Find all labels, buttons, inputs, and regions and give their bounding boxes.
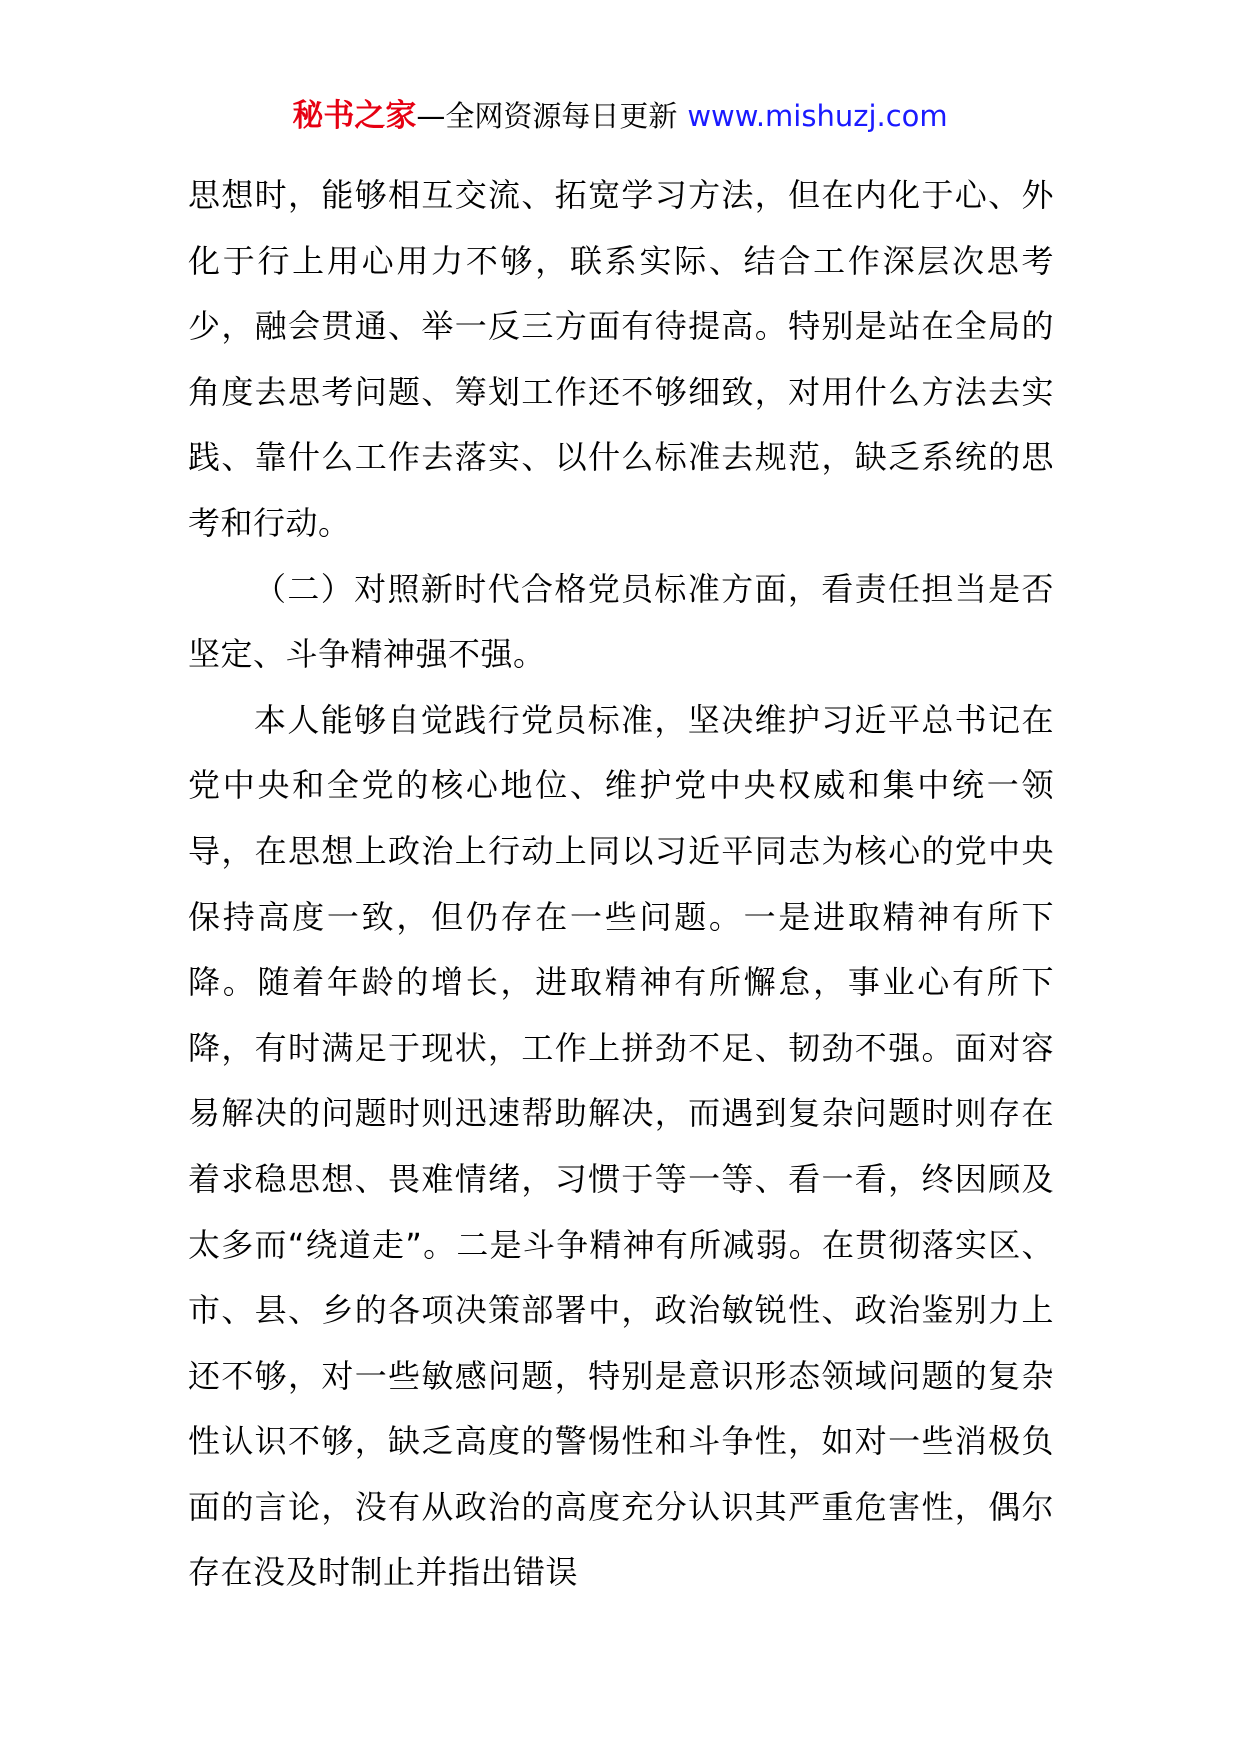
paragraph-continuation: 思想时，能够相互交流、拓宽学习方法，但在内化于心、外化于行上用心用力不够，联系实际、结合工作深层次思考少，融会贯通、举一反三方面有待提高。特别是站在全局的角度去思考问题、筹划工作还不够细致，对用什么方法去实践、靠什么工作去落实、以什么标准去规范，缺乏系统的思考和行动。 [188,176,1054,542]
section-heading: （二）对照新时代合格党员标准方面，看责任担当是否坚定、斗争精神强不强。 [188,569,1054,674]
site-url-link[interactable]: www.mishuzj.com [687,99,948,133]
document-body [188,163,1054,1606]
brand-name: 秘书之家 [292,98,417,134]
page-header [0,96,1240,136]
header-slogan: —全网资源每日更新 [416,99,678,133]
paragraph-body: 本人能够自觉践行党员标准，坚决维护习近平总书记在党中央和全党的核心地位、维护党中央权威和集中统一领导，在思想上政治上行动上同以习近平同志为核心的党中央保持高度一致，但仍存在一些问题。一是进取精神有所下降。随着年龄的增长，进取精神有所懈怠，事业心有所下降，有时满足于现状，工作上拼劲不足、韧劲不强。面对容易解决的问题时则迅速帮助解决，而遇到复杂问题时则存在着求稳思想、畏难情绪，习惯于等一等、看一看，终因顾及太多而“绕道走”。二是斗争精神有所减弱。在贯彻落实区、市、县、乡的各项决策部署中，政治敏锐性、政治鉴别力上还不够，对一些敏感问题，特别是意识形态领域问题的复杂性认识不够，缺乏高度的警惕性和斗争性，如对一些消极负面的言论，没有从政治的高度充分认识其严重危害性，偶尔存在没及时制止并指出错误 [188,700,1054,1592]
